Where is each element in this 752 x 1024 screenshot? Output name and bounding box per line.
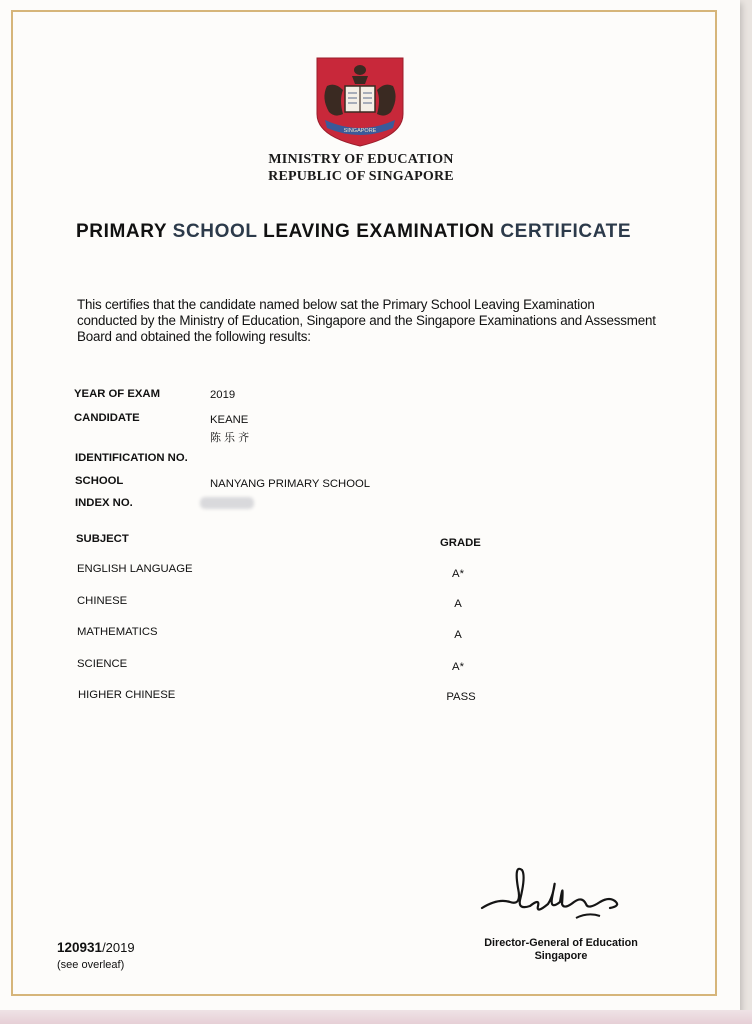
ministry-name: MINISTRY OF EDUCATION	[268, 152, 454, 167]
title-word: CERTIFICATE	[500, 221, 632, 242]
certificate-serial	[57, 940, 135, 955]
identification-label: IDENTIFICATION NO.	[75, 452, 188, 464]
year-value: 2019	[210, 389, 236, 401]
subject-name: CHINESE	[77, 595, 128, 607]
subject-name: SCIENCE	[77, 658, 128, 670]
candidate-chinese-name: 陈 乐 齐	[210, 432, 250, 444]
subject-name: HIGHER CHINESE	[78, 689, 176, 701]
see-overleaf-note: (see overleaf)	[57, 959, 125, 971]
subject-name: MATHEMATICS	[77, 626, 158, 638]
index-label: INDEX NO.	[75, 497, 133, 509]
title-word: SCHOOL	[172, 221, 258, 242]
subject-name: ENGLISH LANGUAGE	[77, 563, 193, 575]
signatory-title	[478, 937, 644, 963]
serial-number: 120931	[57, 940, 103, 955]
school-value: NANYANG PRIMARY SCHOOL	[210, 478, 371, 490]
ministry-country: REPUBLIC OF SINGAPORE	[268, 169, 454, 184]
intro-line: conducted by the Ministry of Education, Singapore and the Singapore Examinations and Assessment	[77, 313, 656, 328]
candidate-name: KEANE	[210, 414, 249, 426]
intro-line: Board and obtained the following results:	[77, 329, 311, 344]
subject-grade: PASS	[446, 691, 476, 703]
background-strip	[0, 1010, 752, 1024]
subject-grade: A	[454, 629, 462, 641]
candidate-label: CANDIDATE	[74, 412, 140, 424]
title-word: EXAMINATION	[356, 221, 495, 242]
year-label: YEAR OF EXAM	[74, 388, 160, 400]
index-redacted	[200, 497, 254, 509]
serial-year: /2019	[102, 940, 135, 955]
certificate-title	[76, 221, 676, 243]
title-word: LEAVING	[263, 221, 351, 242]
grade-header: GRADE	[440, 537, 481, 549]
intro-paragraph	[77, 297, 667, 345]
moe-crest-icon	[313, 56, 407, 148]
crest-label: SINGAPORE	[343, 128, 377, 134]
intro-line: This certifies that the candidate named below sat the Primary School Leaving Examination	[77, 297, 595, 312]
school-label: SCHOOL	[75, 475, 124, 487]
subject-header: SUBJECT	[76, 533, 129, 545]
signature-icon	[478, 858, 640, 928]
title-word: PRIMARY	[76, 221, 167, 242]
signatory-line: Director-General of Education	[484, 937, 638, 949]
subject-grade: A*	[452, 568, 464, 580]
subject-grade: A	[454, 598, 462, 610]
signatory-line: Singapore	[534, 950, 588, 962]
subject-grade: A*	[452, 661, 464, 673]
